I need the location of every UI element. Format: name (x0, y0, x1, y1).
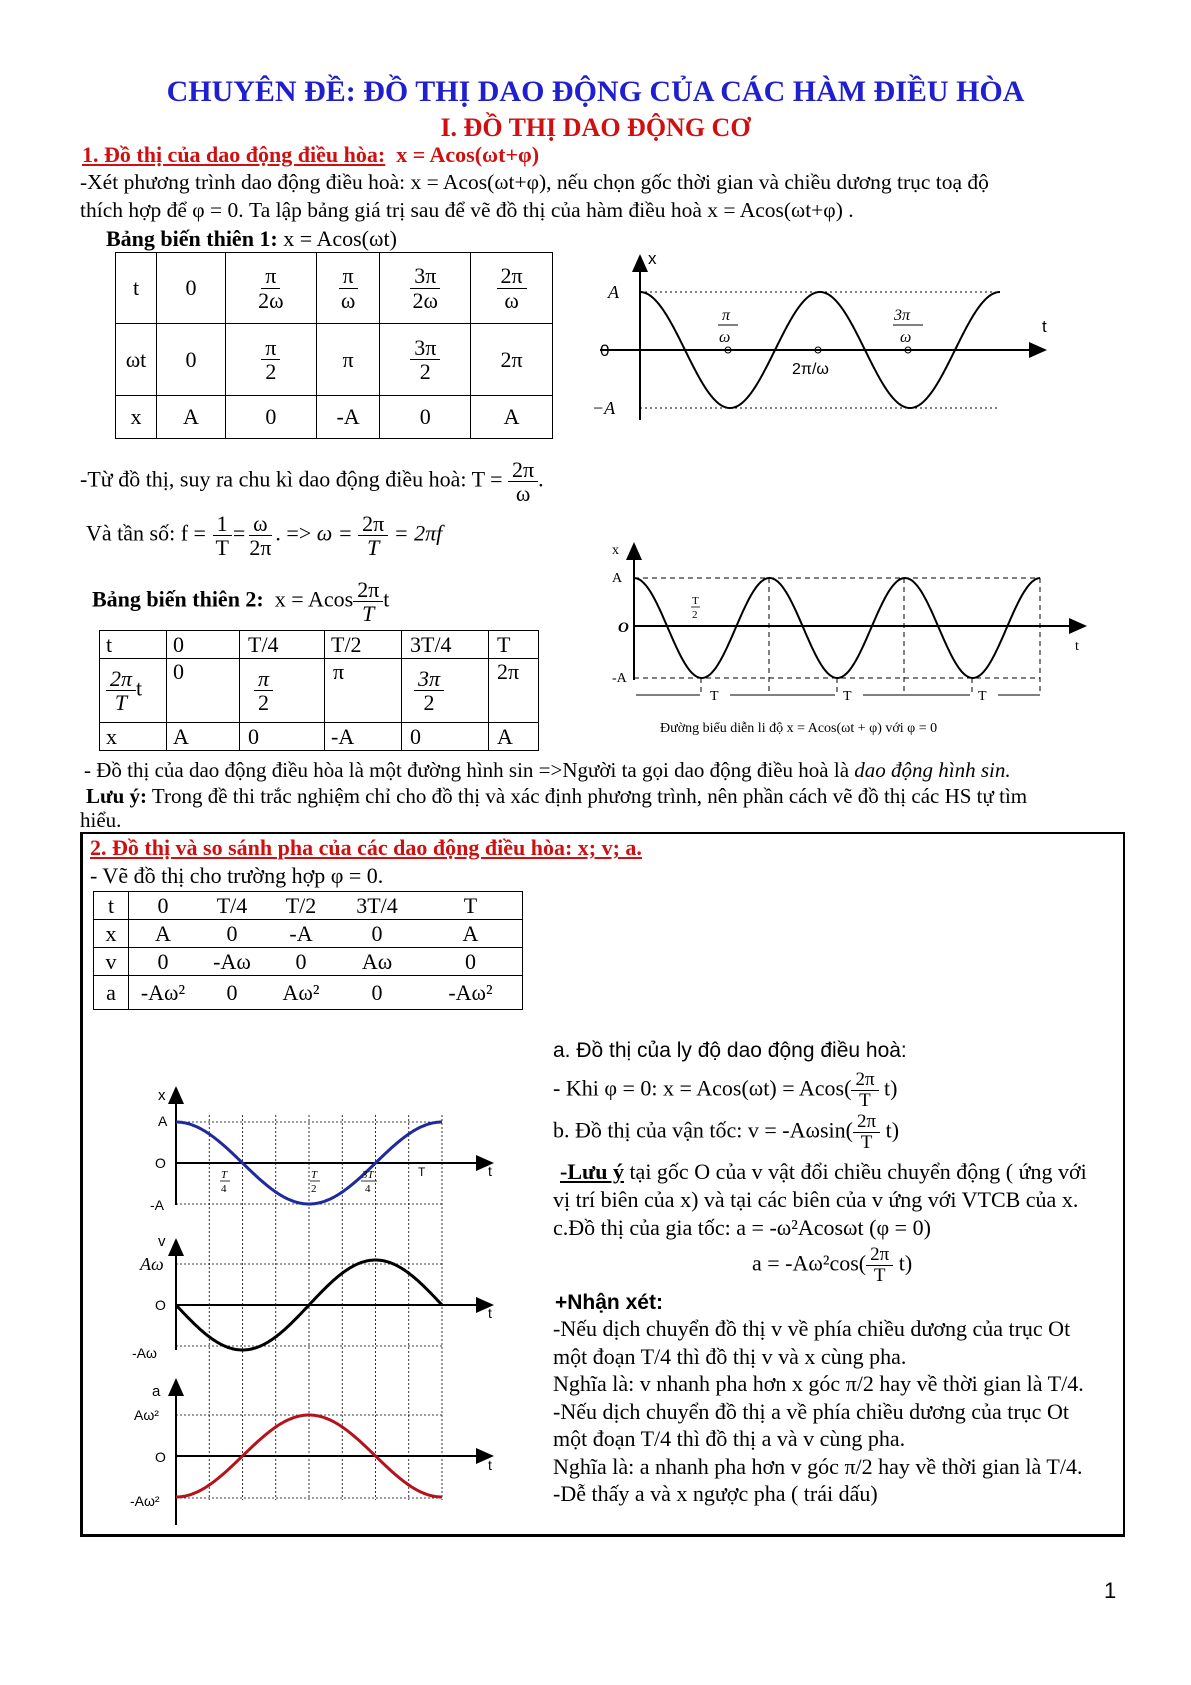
cell: A (167, 723, 240, 751)
table-cell: 0 (267, 948, 335, 976)
cell: A (471, 396, 553, 439)
period-label: T (710, 689, 719, 704)
period-label: T (978, 689, 987, 704)
remark-line: -Nếu dịch chuyển đồ thị v về phía chiều dương của trục Ot (553, 1316, 1071, 1341)
axis-label-x: x (612, 543, 619, 558)
table-cell: 0 (335, 976, 419, 1010)
cell: 0 (380, 396, 471, 439)
table-cell: 0 (197, 920, 267, 948)
tick-2: 2 (311, 1183, 317, 1195)
tick-4: 4 (221, 1183, 227, 1195)
table-cell: -Aω (197, 948, 267, 976)
frequency-text: Và tần số: f = $\frac{1}{T}$ = $\frac{\omega}{2\pi}$ . => ω = $\frac{2\pi}{T}$ = 2πf (86, 511, 443, 561)
page-title: CHUYÊN ĐỀ: ĐỒ THỊ DAO ĐỘNG CỦA CÁC HÀM ĐIỀU HÒA (166, 75, 1025, 108)
table-cell: 0 (197, 976, 267, 1010)
tick-label-omega: ω (900, 329, 912, 346)
cell: -A (325, 723, 402, 751)
velocity-note-1: -Lưu ý tại gốc O của v vật đổi chiều chuyển động ( ứng với (560, 1159, 1087, 1184)
cell: $\frac{\pi}{2}$ (240, 659, 325, 723)
tick-label-2pi-over-omega: 2π/ω (792, 361, 829, 378)
variation-table-2 (99, 630, 539, 751)
tick-label-minus-A: -A (150, 1197, 164, 1213)
axis-label-v: v (158, 1233, 166, 1250)
graph-c-equation: a = -Aω²cos( $\frac{2\pi}{T}$ t) (752, 1244, 913, 1286)
tick-3T-quarter: 3T (362, 1169, 374, 1181)
graph-a-equation: - Khi φ = 0: x = Acos(ωt) = Acos( $\frac{2\pi}{T}$ t) (553, 1069, 898, 1111)
velocity-note-2: vị trí biên của x) và tại các biên của v ứng với VTCB của x. (553, 1187, 1079, 1212)
remark-line: một đoạn T/4 thì đồ thị v và x cùng pha. (553, 1343, 907, 1369)
table-cell: 3T/4 (335, 892, 419, 920)
table-cell: 0 (335, 920, 419, 948)
section-title: I. ĐỒ THỊ DAO ĐỘNG CƠ (440, 113, 751, 142)
cell: T (489, 631, 539, 659)
cell: 0 (226, 396, 317, 439)
cell: -A (316, 396, 380, 439)
table-cell: 0 (419, 948, 523, 976)
period-label: T (843, 689, 852, 704)
cell: π (316, 324, 380, 396)
origin-label: O (618, 620, 629, 636)
table-cell: Aω (335, 948, 419, 976)
cell: 3T/4 (402, 631, 489, 659)
tick-label-A: A (608, 282, 619, 302)
axis-label-t: t (1042, 317, 1047, 336)
cell: 2π (471, 324, 553, 396)
note-1: Lưu ý: Trong đề thi trắc nghiệm chỉ cho đồ thị và xác định phương trình, nên phần cách vẽ đồ thị các HS tự tìm (86, 784, 1028, 808)
value-table-xva (93, 891, 523, 1010)
paragraph-1: -Xét phương trình dao động điều hoà: x = Acos(ωt+φ), nếu chọn gốc thời gian và chiều dương trục toạ độ (80, 170, 989, 194)
remark-line: Nghĩa là: v nhanh pha hơn x góc π/2 hay về thời gian là T/4. (553, 1371, 1084, 1396)
section-2-instruction: - Vẽ đồ thị cho trường hợp φ = 0. (90, 863, 384, 888)
graph-period-wave (600, 540, 1090, 740)
cell: $\frac{3\pi}{2}$ (380, 324, 471, 396)
cell: 0 (157, 324, 226, 396)
remark-line: -Dễ thấy a và x ngược pha ( trái dấu) (553, 1481, 878, 1506)
cell: $\frac{3\pi}{2}$ (402, 659, 489, 723)
cell: ωt (116, 324, 157, 396)
cell: $\frac{\pi}{\omega}$ (316, 253, 380, 324)
origin-label: O (155, 1297, 166, 1313)
note-1-continued: hiểu. (80, 808, 122, 832)
cell: 0 (157, 253, 226, 324)
remark-line: một đoạn T/4 thì đồ thị a và v cùng pha. (553, 1426, 906, 1451)
cell: A (157, 396, 226, 439)
cell: $\frac{2\pi}{\omega}$ (471, 253, 553, 324)
graphs-x-v-a (120, 1080, 500, 1530)
cell: t (116, 253, 157, 324)
remark-line: -Nếu dịch chuyển đồ thị a về phía chiều dương của trục Ot (553, 1398, 1069, 1424)
tick-T-half: T (311, 1169, 318, 1181)
origin-label: O (155, 1155, 166, 1171)
tick-label-minus-A: −A (592, 398, 616, 418)
table-2-caption: Bảng biến thiên 2: x = Acos $\frac{2\pi}{T}$ t (92, 577, 390, 627)
tick-label-minus-A: -A (612, 671, 627, 686)
table-cell: T (419, 892, 523, 920)
tick-label-3pi-over-omega: 3π (894, 307, 911, 324)
table-cell: -Aω² (419, 976, 523, 1010)
cell: $\frac{\pi}{2}$ (226, 324, 317, 396)
graph-a-title: a. Đồ thị của ly độ dao động điều hoà: (553, 1039, 907, 1062)
table-cell: T/4 (197, 892, 267, 920)
axis-label-x: x (158, 1087, 166, 1104)
cell: t (100, 631, 167, 659)
table-cell: a (94, 976, 129, 1010)
axis-label-t: t (1075, 639, 1079, 654)
section-2-heading: 2. Đồ thị và so sánh pha của các dao động điều hòa: x; v; a. (90, 835, 642, 860)
tick-label-A-omega-squared: Aω² (134, 1407, 159, 1423)
table-cell: t (94, 892, 129, 920)
table-cell: A (129, 920, 198, 948)
axis-label-t: t (488, 1163, 492, 1179)
table-1-caption: Bảng biến thiên 1: x = Acos(ωt) (106, 226, 397, 251)
cell: x (100, 723, 167, 751)
tick-label-zero: 0 (600, 341, 610, 360)
cell: $\frac{2\pi}{T}$ t (100, 659, 167, 723)
table-cell: Aω² (267, 976, 335, 1010)
variation-table-1 (115, 252, 553, 439)
remarks-title: +Nhận xét: (555, 1291, 663, 1314)
tick-label-A-omega: Aω (140, 1254, 164, 1274)
tick-4: 4 (365, 1183, 371, 1195)
axis-label-x: x (648, 250, 657, 268)
tick-label-A: A (612, 571, 623, 586)
tick-label-A: A (158, 1113, 168, 1129)
cell: 0 (402, 723, 489, 751)
table-cell: -A (267, 920, 335, 948)
cell: 0 (167, 631, 240, 659)
tick-label-2: 2 (692, 609, 698, 621)
cell: $\frac{3\pi}{2\omega}$ (380, 253, 471, 324)
tick-label-pi-over-omega: π (722, 307, 731, 324)
tick-label-minus-A-omega-squared: -Aω² (130, 1493, 160, 1509)
cell: $\frac{\pi}{2\omega}$ (226, 253, 317, 324)
cell: π (325, 659, 402, 723)
tick-label-omega: ω (719, 329, 731, 346)
table-cell: x (94, 920, 129, 948)
cell: x (116, 396, 157, 439)
graph-c-title: c.Đồ thị của gia tốc: a = -ω²Acosωt (φ = 0) (553, 1215, 931, 1240)
cell: 0 (167, 659, 240, 723)
remark-line: Nghĩa là: a nhanh pha hơn v góc π/2 hay về thời gian là T/4. (553, 1453, 1083, 1479)
tick-label-minus-A-omega: -Aω (132, 1345, 157, 1361)
table-cell: 0 (129, 948, 198, 976)
table-cell: v (94, 948, 129, 976)
graph-caption: Đường biểu diễn li độ x = Acos(ωt + φ) với φ = 0 (660, 721, 938, 736)
table-cell: 0 (129, 892, 198, 920)
cell: T/2 (325, 631, 402, 659)
axis-label-a: a (152, 1383, 161, 1400)
table-cell: A (419, 920, 523, 948)
period-text: -Từ đồ thị, suy ra chu kì dao động điều hoà: T = $\frac{2\pi}{\omega}$ . (80, 457, 544, 507)
sin-note: - Đồ thị của dao động điều hòa là một đường hình sin =>Người ta gọi dao động điều hoà là dao động hình sin. (84, 758, 1011, 782)
axis-label-t: t (488, 1305, 492, 1321)
cell: T/4 (240, 631, 325, 659)
axis-label-t: t (488, 1457, 492, 1473)
table-cell: -Aω² (129, 976, 198, 1010)
cell: 0 (240, 723, 325, 751)
tick-T: T (418, 1165, 426, 1179)
graph-b-title: b. Đồ thị của vận tốc: v = -Aωsin( $\frac{2\pi}{T}$ t) (553, 1111, 900, 1153)
table-cell: T/2 (267, 892, 335, 920)
section-1-heading: 1. Đồ thị của dao động điều hòa: x = Acos(ωt+φ) (82, 142, 540, 167)
origin-label: O (155, 1449, 166, 1465)
page-number: 1 (1104, 1578, 1117, 1603)
paragraph-2: thích hợp để φ = 0. Ta lập bảng giá trị sau để vẽ đồ thị của hàm điều hoà x = Acos(ωt+φ) . (80, 198, 854, 222)
tick-T-quarter: T (221, 1169, 228, 1181)
tick-label-T-half: T (692, 595, 699, 607)
cell: A (489, 723, 539, 751)
cell: 2π (489, 659, 539, 723)
graph-cos-wave (580, 250, 1050, 430)
